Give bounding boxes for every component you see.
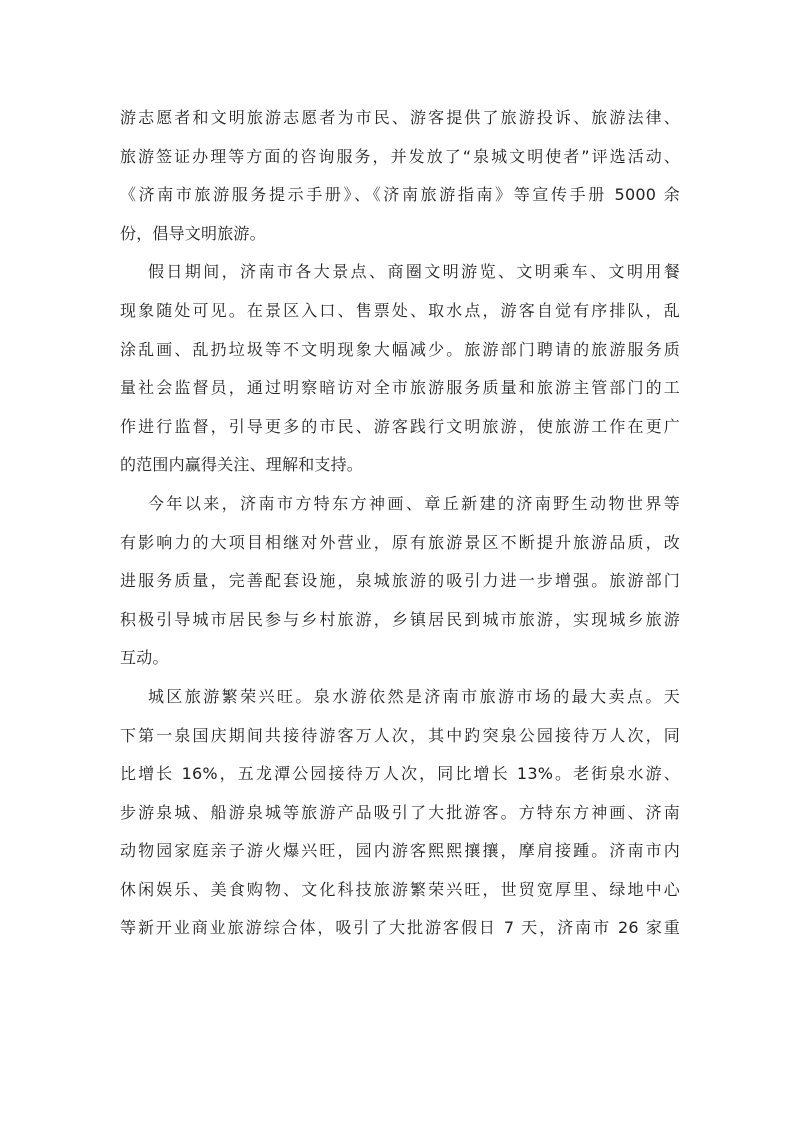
paragraph-2-line-6: 的范围内赢得关注、理解和支持。	[120, 455, 364, 475]
paragraph-4-line-6: 休闲娱乐、美食购物、文化科技旅游繁荣兴旺，世贸宽厚里、绿地中心	[120, 879, 680, 899]
paragraph-3-line-5: 互动。	[120, 648, 169, 668]
paragraph-4-line-4: 步游泉城、船游泉城等旅游产品吸引了大批游客。方特东方神画、济南	[120, 802, 680, 822]
paragraph-3-line-3: 进服务质量，完善配套设施，泉城旅游的吸引力进一步增强。旅游部门	[120, 571, 680, 591]
document-body	[120, 99, 680, 948]
paragraph-1-line-4: 份，倡导文明旅游。	[120, 223, 266, 243]
paragraph-2-line-5: 作进行监督，引导更多的市民、游客践行文明旅游，使旅游工作在更广	[120, 416, 680, 436]
paragraph-4-line-5: 动物园家庭亲子游火爆兴旺，园内游客熙熙攘攘，摩肩接踵。济南市内	[120, 841, 680, 861]
paragraph-1-line-3: 《济南市旅游服务提示手册》、《济南旅游指南》等宣传手册 5000 余	[120, 185, 680, 205]
paragraph-4-line-1: 城区旅游繁荣兴旺。泉水游依然是济南市旅游市场的最大卖点。天	[148, 686, 680, 706]
paragraph-4-line-2: 下第一泉国庆期间共接待游客万人次，其中趵突泉公园接待万人次，同	[120, 725, 680, 745]
paragraph-3-line-4: 积极引导城市居民参与乡村旅游，乡镇居民到城市旅游，实现城乡旅游	[120, 609, 680, 629]
paragraph-1-line-2: 旅游签证办理等方面的咨询服务，并发放了“泉城文明使者”评选活动、	[120, 146, 680, 166]
paragraph-2-line-1: 假日期间，济南市各大景点、商圈文明游览、文明乘车、文明用餐	[148, 262, 680, 282]
paragraph-2-line-2: 现象随处可见。在景区入口、售票处、取水点，游客自觉有序排队，乱	[120, 300, 680, 320]
paragraph-4-line-3: 比增长 16%，五龙潭公园接待万人次，同比增长 13%。老街泉水游、	[120, 764, 680, 784]
paragraph-3-line-1: 今年以来，济南市方特东方神画、章丘新建的济南野生动物世界等	[148, 493, 680, 513]
paragraph-3-line-2: 有影响力的大项目相继对外营业，原有旅游景区不断提升旅游品质，改	[120, 532, 680, 552]
paragraph-2-line-3: 涂乱画、乱扔垃圾等不文明现象大幅减少。旅游部门聘请的旅游服务质	[120, 339, 680, 359]
paragraph-4-line-7: 等新开业商业旅游综合体，吸引了大批游客假日 7 天，济南市 26 家重	[120, 918, 680, 938]
paragraph-1-line-1: 游志愿者和文明旅游志愿者为市民、游客提供了旅游投诉、旅游法律、	[120, 108, 680, 127]
paragraph-2-line-4: 量社会监督员，通过明察暗访对全市旅游服务质量和旅游主管部门的工	[120, 378, 680, 398]
